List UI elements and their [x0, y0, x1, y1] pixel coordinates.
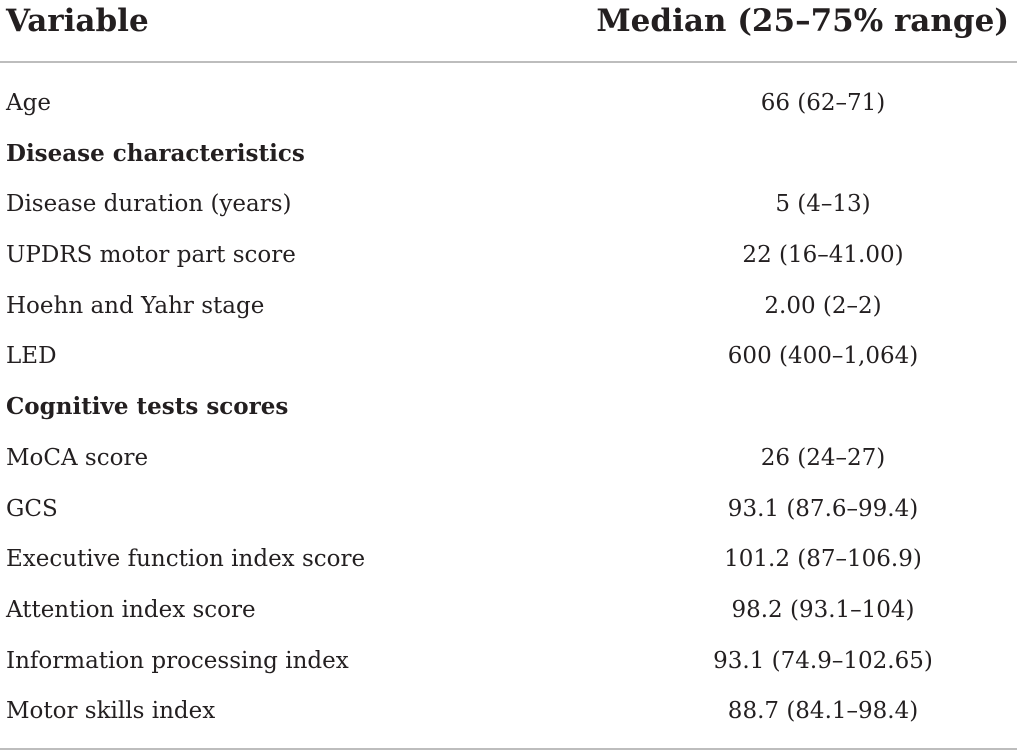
- column-header-median: Median (25–75% range): [596, 3, 1009, 39]
- section-row: [0, 382, 1017, 433]
- row-label: GCS: [6, 495, 58, 522]
- row-label: Hoehn and Yahr stage: [6, 292, 265, 319]
- table-bottom-rule: [0, 748, 1017, 750]
- row-value: 98.2 (93.1–104): [731, 596, 915, 623]
- row-value: 600 (400–1,064): [727, 343, 919, 370]
- row-value: 66 (62–71): [760, 90, 886, 116]
- table-row: [0, 686, 1017, 737]
- section-heading: Cognitive tests scores: [6, 393, 289, 421]
- table-row: [0, 585, 1017, 636]
- table-row: [0, 78, 1017, 129]
- table-row: [0, 281, 1017, 332]
- row-value: 2.00 (2–2): [764, 292, 882, 319]
- table-row: [0, 331, 1017, 382]
- row-label: Motor skills index: [6, 698, 216, 725]
- row-label: Information processing index: [6, 647, 349, 674]
- table-row: [0, 534, 1017, 585]
- table-row: [0, 433, 1017, 484]
- row-value: 5 (4–13): [775, 191, 871, 218]
- header-divider: [0, 61, 1017, 63]
- row-label: MoCA score: [6, 444, 149, 471]
- table-header: [0, 0, 1017, 60]
- row-label: UPDRS motor part score: [6, 242, 296, 269]
- column-header-variable: Variable: [6, 3, 149, 39]
- row-value: 22 (16–41.00): [742, 242, 904, 269]
- section-row: [0, 129, 1017, 180]
- row-value: 101.2 (87–106.9): [724, 546, 922, 573]
- row-value: 88.7 (84.1–98.4): [727, 698, 919, 725]
- table-row: [0, 484, 1017, 535]
- row-value: 26 (24–27): [760, 444, 886, 471]
- row-label: Attention index score: [6, 596, 256, 623]
- row-label: Disease duration (years): [6, 191, 292, 218]
- table-row: [0, 179, 1017, 230]
- section-heading: Disease characteristics: [6, 139, 305, 167]
- table-body: [0, 78, 1017, 737]
- row-label: Executive function index score: [6, 546, 366, 573]
- row-label: Age: [6, 90, 51, 116]
- table-row: [0, 230, 1017, 281]
- table-row: [0, 636, 1017, 687]
- row-value: 93.1 (87.6–99.4): [727, 495, 919, 522]
- row-label: LED: [6, 343, 57, 370]
- row-value: 93.1 (74.9–102.65): [713, 647, 933, 674]
